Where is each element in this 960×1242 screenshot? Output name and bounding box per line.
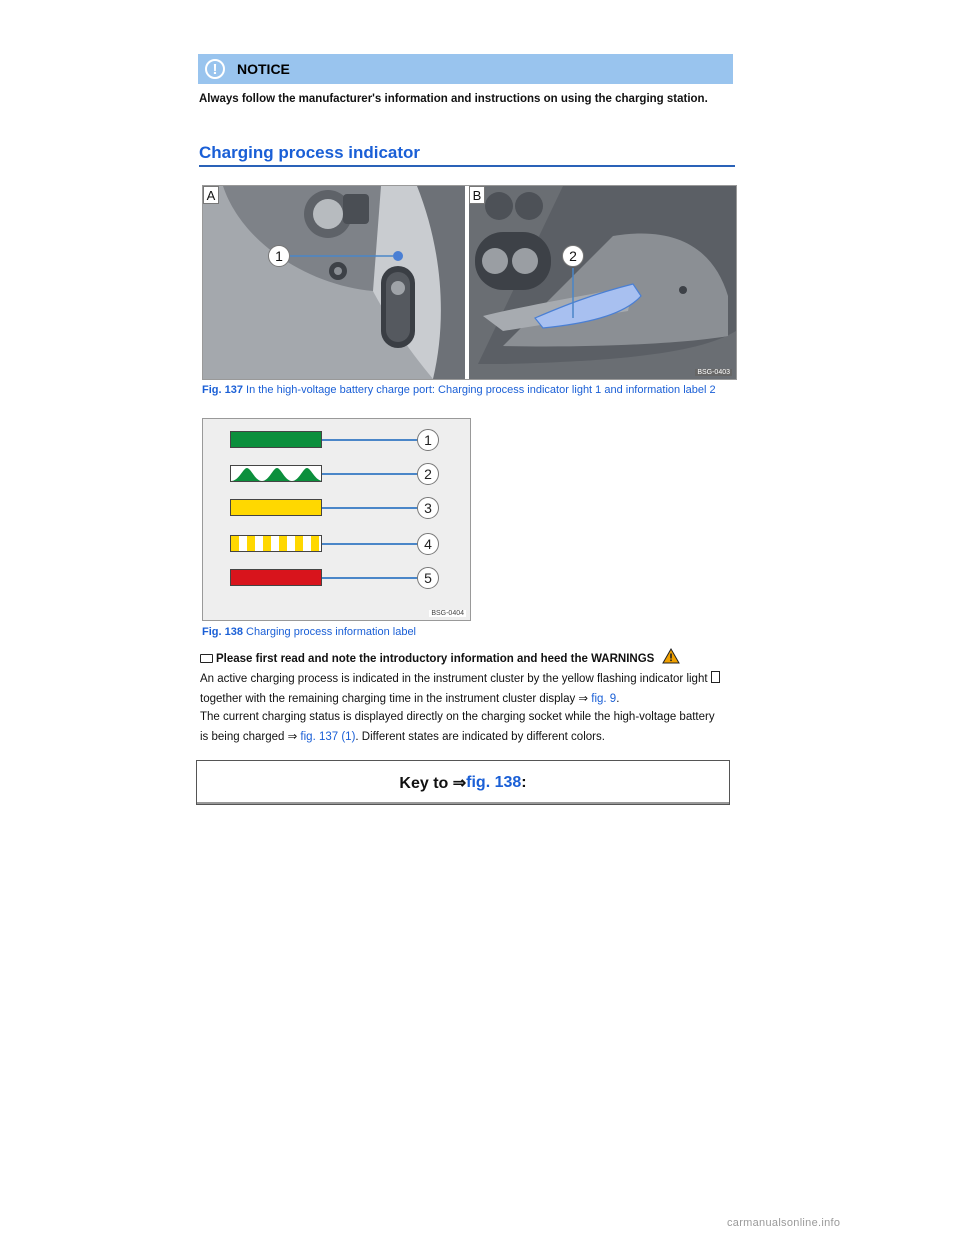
figure-138-caption [202, 626, 416, 638]
caption-text: Charging process information label [242, 626, 417, 638]
paragraph-1 [200, 669, 760, 709]
callout-line [322, 473, 418, 475]
callout-2: 2 [562, 245, 584, 267]
fig-137-link[interactable]: fig. 137 (1) [300, 731, 356, 743]
warning-triangle-icon [662, 648, 680, 664]
callout-line [322, 507, 418, 509]
para1-line2: together with the remaining charging time in the instrument cluster display ⇒ [200, 693, 592, 705]
intro-line [200, 648, 760, 669]
para2-line2-end: . Different states are indicated by different colors. [355, 731, 605, 743]
intro-text: Please first read and note the introductory information and heed the WARNINGS [216, 653, 655, 665]
notice-banner [198, 54, 733, 84]
callout-5: 5 [417, 567, 439, 589]
key-box [196, 760, 730, 805]
callout-4: 4 [417, 533, 439, 555]
indicator-solid-red [230, 569, 322, 586]
para1-line2-end: . [616, 693, 620, 705]
indicator-solid-yellow [230, 499, 322, 516]
fig-9-link[interactable]: fig. 9 [591, 693, 617, 705]
book-icon [200, 654, 213, 663]
callout-line [322, 543, 418, 545]
fig-138-link[interactable]: fig. 138 [466, 773, 522, 791]
panel-b-label: B [469, 186, 485, 204]
para2-line2: is being charged ⇒ [200, 731, 301, 743]
notice-text: Always follow the manufacturer's information and instructions on using the charging station. [199, 93, 708, 105]
indicator-solid-green [230, 431, 322, 448]
figure-138 [202, 418, 471, 621]
exclamation-icon: ! [205, 59, 225, 79]
figure-id: BSG-0404 [431, 610, 464, 617]
caption-text: In the high-voltage battery charge port: Charging process indicator light 1 and information label 2 [242, 384, 716, 396]
figure-number: Fig. 137 [202, 384, 243, 396]
paragraph-2 [200, 707, 760, 747]
callout-line [322, 577, 418, 579]
indicator-yellow-flashing [230, 535, 322, 552]
para2-line1: The current charging status is displayed directly on the charging socket while the high-voltage battery [200, 711, 715, 723]
callout-3: 3 [417, 497, 439, 519]
key-suffix: : [521, 773, 527, 791]
callout-1: 1 [417, 429, 439, 451]
callout-1: 1 [268, 245, 290, 267]
callout-2: 2 [417, 463, 439, 485]
figure-137 [202, 185, 737, 380]
section-title: Charging process indicator [199, 143, 735, 167]
figure-137-caption [202, 384, 716, 396]
key-prefix: Key to ⇒ [399, 774, 467, 792]
watermark: carmanualsonline.info [727, 1217, 841, 1229]
callout-line [322, 439, 418, 441]
panel-a-label: A [203, 186, 219, 204]
figure-id: BSG-0403 [697, 369, 730, 376]
notice-title: NOTICE [237, 61, 290, 77]
indicator-green-pulse [230, 465, 322, 482]
figure-number: Fig. 138 [202, 626, 243, 638]
charging-indicator-icon [711, 671, 720, 683]
para1-line1: An active charging process is indicated in the instrument cluster by the yellow flashing indicator light [200, 673, 708, 685]
charge-port-illustration [203, 186, 736, 379]
